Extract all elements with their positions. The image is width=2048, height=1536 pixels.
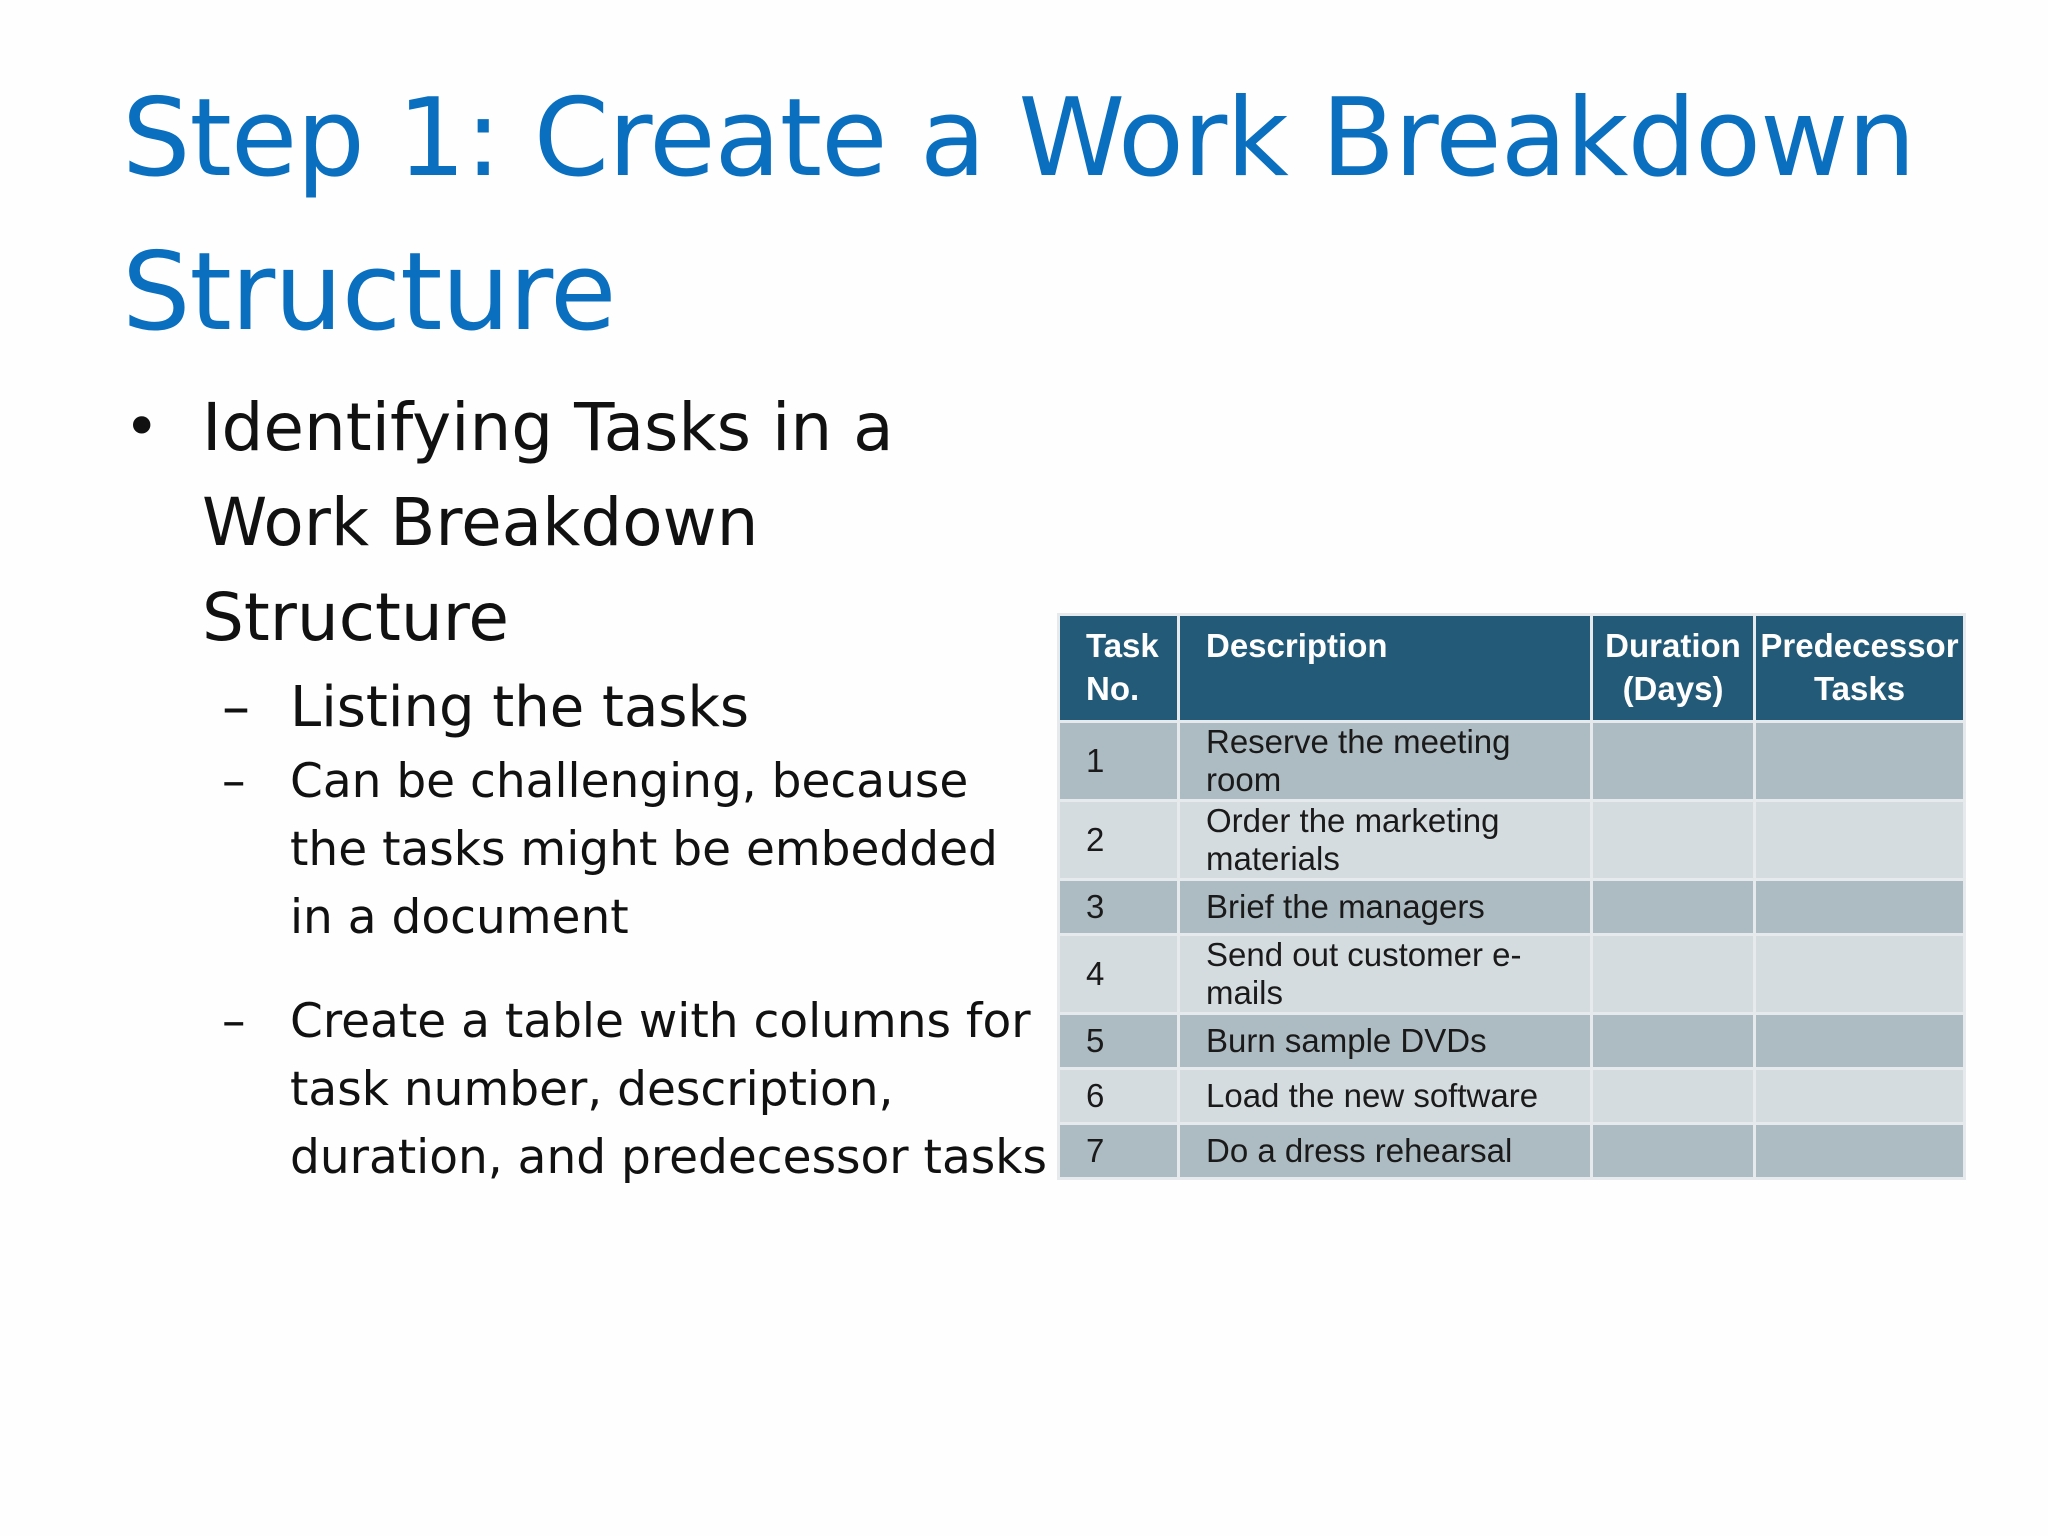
table-row [1059, 1124, 1965, 1179]
dash-marker: – [222, 994, 246, 1049]
cell-description: Order the marketing materials [1179, 801, 1592, 880]
cell-predecessor [1755, 722, 1965, 801]
cell-predecessor [1755, 880, 1965, 935]
cell-predecessor [1755, 1124, 1965, 1179]
cell-task-no: 3 [1059, 880, 1179, 935]
cell-predecessor [1755, 935, 1965, 1014]
cell-task-no: 6 [1059, 1069, 1179, 1124]
table-row [1059, 935, 1965, 1014]
table-header-row [1059, 615, 1965, 722]
slide-title: Step 1: Create a Work Breakdown Structure [122, 76, 1915, 355]
cell-task-no: 1 [1059, 722, 1179, 801]
cell-task-no: 7 [1059, 1124, 1179, 1179]
cell-description: Brief the managers [1179, 880, 1592, 935]
cell-duration [1592, 801, 1755, 880]
subpoint-text: Listing the tasks [290, 675, 750, 740]
cell-duration [1592, 1124, 1755, 1179]
header-description: Description [1179, 615, 1592, 722]
cell-description: Load the new software [1179, 1069, 1592, 1124]
cell-duration [1592, 935, 1755, 1014]
cell-description: Send out customer e-mails [1179, 935, 1592, 1014]
cell-duration [1592, 1014, 1755, 1069]
main-bullet-text: Identifying Tasks in a Work Breakdown Structure [202, 389, 894, 656]
cell-task-no: 4 [1059, 935, 1179, 1014]
cell-duration [1592, 880, 1755, 935]
wbs-task-table [1057, 613, 1966, 1180]
table-row [1059, 1069, 1965, 1124]
cell-duration [1592, 1069, 1755, 1124]
cell-task-no: 5 [1059, 1014, 1179, 1069]
cell-description: Do a dress rehearsal [1179, 1124, 1592, 1179]
cell-duration [1592, 722, 1755, 801]
cell-description: Burn sample DVDs [1179, 1014, 1592, 1069]
table-row [1059, 801, 1965, 880]
header-predecessor: Predecessor Tasks [1755, 615, 1965, 722]
table-row [1059, 722, 1965, 801]
cell-description: Reserve the meeting room [1179, 722, 1592, 801]
cell-task-no: 2 [1059, 801, 1179, 880]
header-task-no: Task No. [1059, 615, 1179, 722]
subpoint-text: Create a table with columns for task number, description, duration, and predecessor tasks [290, 994, 1047, 1185]
cell-predecessor [1755, 1014, 1965, 1069]
table-row [1059, 1014, 1965, 1069]
dash-marker: – [222, 754, 246, 809]
header-duration: Duration (Days) [1592, 615, 1755, 722]
subpoint-text: Can be challenging, because the tasks might be embedded in a document [290, 754, 998, 945]
cell-predecessor [1755, 801, 1965, 880]
cell-predecessor [1755, 1069, 1965, 1124]
table-row [1059, 880, 1965, 935]
bullet-marker: • [124, 392, 160, 462]
dash-marker: – [222, 675, 250, 740]
